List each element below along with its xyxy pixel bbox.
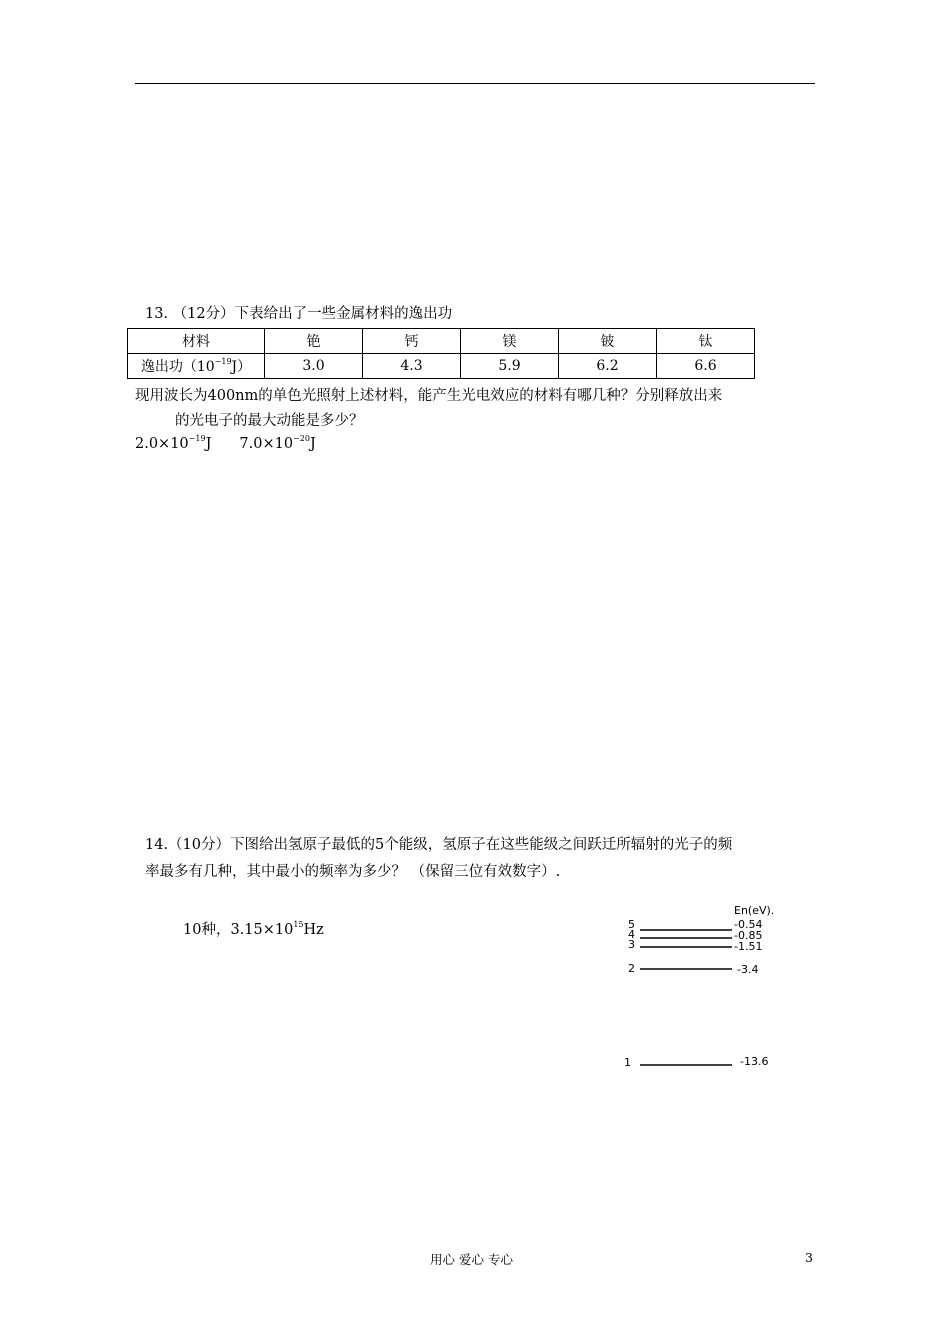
table-row <box>128 354 755 379</box>
q13-heading: 13. （12分）下表给出了一些金属材料的逸出功 <box>145 306 453 322</box>
level-number-4: 4 <box>628 928 635 941</box>
level-number-3: 3 <box>628 938 635 951</box>
table-row-label: 逸出功$(10^{-19}J)$ <box>128 354 265 379</box>
table-header-cell: 钛 <box>657 329 755 354</box>
table-header-cell: 钙 <box>363 329 461 354</box>
level-energy-5: -0.54 <box>734 918 763 931</box>
q14-line1: 14.（10分）下图给出氢原子最低的5个能级，氢原子在这些能级之间跃迁所辐射的光子的频 <box>145 837 733 853</box>
table-header-cell: 铯 <box>265 329 363 354</box>
work-function-table <box>127 328 755 379</box>
table-cell: 6.6 <box>657 354 755 379</box>
page-number: 3 <box>805 1250 813 1265</box>
footer-slogan: 用心 爱心 专心 <box>430 1252 513 1267</box>
level-energy-4: -0.85 <box>734 929 763 942</box>
energy-level-diagram <box>620 900 800 1080</box>
table-header-cell: 材料 <box>128 329 265 354</box>
header-rule <box>135 83 815 84</box>
q14-answer: 10种，$3.15\times 10^{15}Hz$ <box>183 920 324 938</box>
level-number-2: 2 <box>628 962 635 975</box>
energy-unit-label: En(eV). <box>734 904 775 917</box>
level-number-1: 1 <box>624 1056 631 1069</box>
table-header-cell: 镁 <box>461 329 559 354</box>
q13-answer: $2.0\times 10^{-19}J$ $7.0\times 10^{-20}J$ <box>135 434 316 452</box>
q13-question-line2: 的光电子的最大动能是多少？ <box>175 413 364 429</box>
q14-line2: 率最多有几种，其中最小的频率为多少？ （保留三位有效数字）. <box>145 864 561 880</box>
level-energy-1: -13.6 <box>740 1055 769 1068</box>
q13-question-line1: 现用波长为400nm的单色光照射上述材料，能产生光电效应的材料有哪几种？分别释放出来 <box>135 388 723 404</box>
table-header-row <box>128 329 755 354</box>
level-energy-3: -1.51 <box>734 940 763 953</box>
table-cell: 3.0 <box>265 354 363 379</box>
table-cell: 5.9 <box>461 354 559 379</box>
table-cell: 6.2 <box>559 354 657 379</box>
level-energy-2: -3.4 <box>737 963 759 976</box>
level-number-5: 5 <box>628 918 635 931</box>
table-header-cell: 铍 <box>559 329 657 354</box>
table-cell: 4.3 <box>363 354 461 379</box>
